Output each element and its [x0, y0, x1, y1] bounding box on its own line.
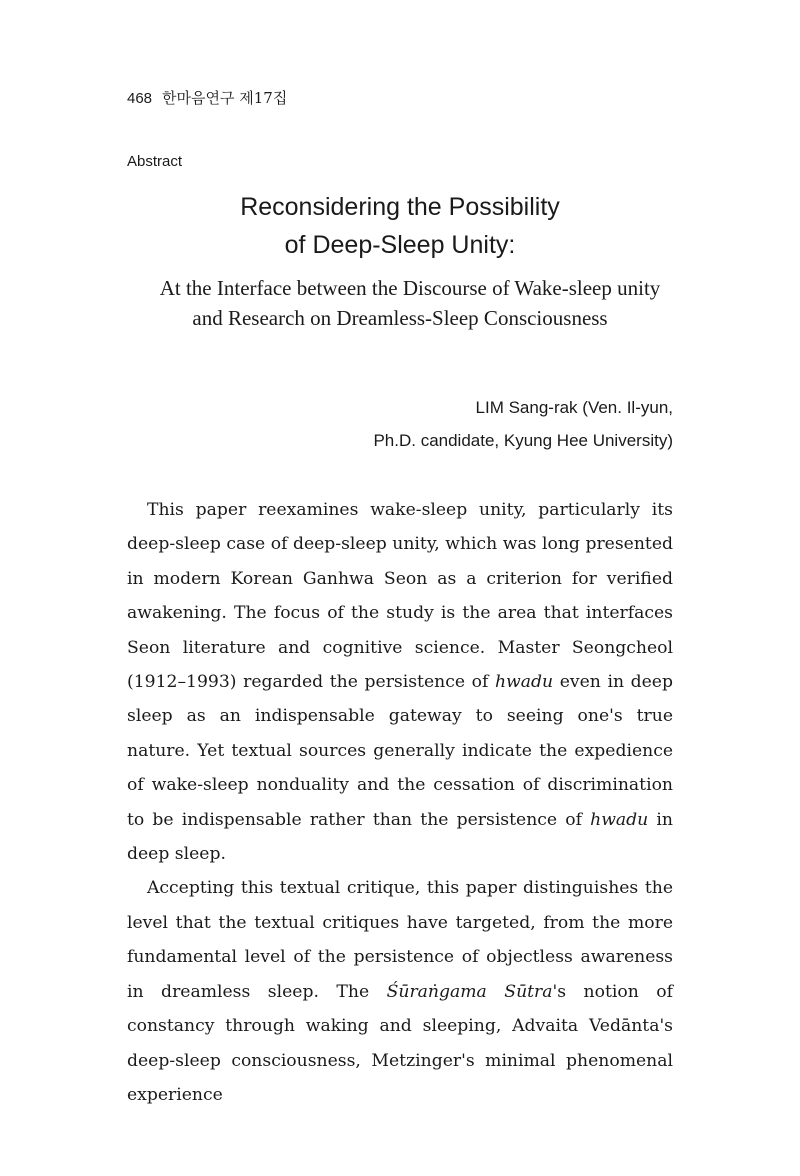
paragraph-1-text-c: in deep sleep.	[127, 809, 673, 865]
page-number: 468	[127, 90, 153, 107]
paragraph-2-text-b: 's notion of constancy through waking and sleeping, Advaita Vedānta's deep-sleep consciousness, Metzinger's minimal phenomenal experience	[127, 981, 673, 1105]
author-line-1: LIM Sang-rak (Ven. Il-yun,	[475, 398, 673, 417]
abstract-paragraph-2	[127, 871, 673, 1112]
title-line-1: Reconsidering the Possibility	[240, 193, 560, 221]
page-header	[127, 88, 287, 109]
paragraph-1-text-a: This paper reexamines wake-sleep unity, particularly its deep-sleep case of deep-sleep unity, which was long presented in modern Korean Ganhwa Seon as a criterion for verified awakening. The focus of the study is the area that interfaces Seon literature and cognitive science. Master Seongcheol (1912–1993) regarded the persistence of	[127, 500, 673, 693]
paragraph-1-text-b: even in deep sleep as an indispensable gateway to seeing one's true nature. Yet textual sources generally indicate the expedience of wake-sleep nonduality and the cessation of discrimination to be indispensable rather than the persistence of	[127, 672, 673, 830]
term-surangama-sutra: Śūraṅgama Sūtra	[386, 981, 553, 1002]
abstract-body	[127, 493, 673, 1112]
subtitle-line-1: At the Interface between the Discourse of Wake-sleep unity	[159, 276, 661, 300]
term-hwadu: hwadu	[590, 809, 649, 830]
title-line-2: of Deep-Sleep Unity:	[284, 231, 516, 259]
author-line-2: Ph.D. candidate, Kyung Hee University)	[373, 431, 673, 450]
term-hwadu: hwadu	[494, 672, 554, 693]
abstract-label: Abstract	[127, 153, 183, 170]
paragraph-2-text-a: Accepting this textual critique, this paper distinguishes the level that the textual critiques have targeted, from the more fundamental level of the persistence of objectless awareness in dreamless sleep. The	[127, 878, 673, 1002]
subtitle-line-2: and Research on Dreamless-Sleep Consciousness	[192, 306, 608, 330]
abstract-paragraph-1	[127, 493, 673, 871]
journal-name: 한마음연구 제17집	[162, 89, 288, 107]
